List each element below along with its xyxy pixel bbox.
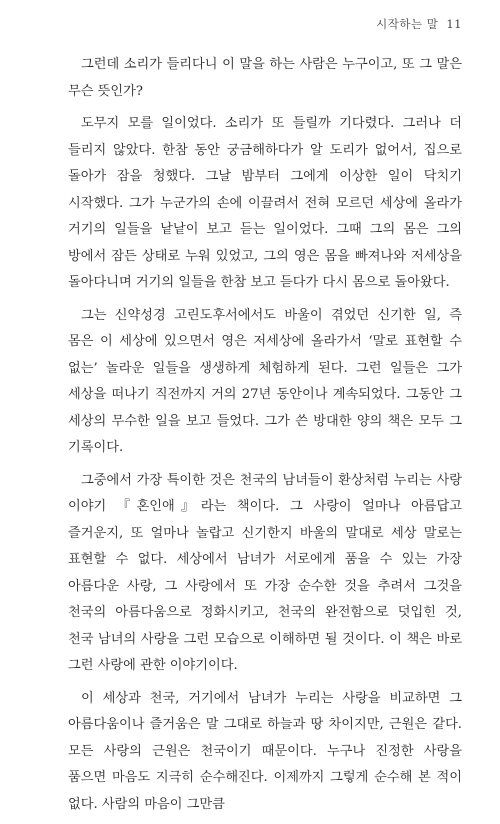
paragraph: 이 세상과 천국, 거기에서 남녀가 누리는 사랑을 비교하면 그 아름다움이나 즐거움은 말 그대로 하늘과 땅 차이지만, 근원은 같다. 모든 사랑의 근원은 천국이기 때문이다. 누구나 진정한 사랑을 품으면 마음도 지극히 순수해진다. 이제까지 그렇게 순수해 본 적이 없다. 사람의 마음이 그만큼 bbox=[68, 690, 462, 812]
body-text bbox=[68, 52, 462, 824]
page-number: 11 bbox=[446, 17, 462, 31]
section-title: 시작하는 말 bbox=[376, 17, 439, 31]
paragraph: 도무지 모를 일이었다. 소리가 또 들릴까 기다렸다. 그러나 더 들리지 않았다. 한참 동안 궁금해하다가 알 도리가 없어서, 집으로 돌아가 잠을 청했다. 그날 밤부터 그에게 이상한 일이 닥치기 시작했다. 그가 누군가의 손에 이끌려서 전혀 모르던 세상에 올라가 거기의 일들을 낱낱이 보고 듣는 일이었다. 그때 그의 몸은 그의 방에서 잠든 상태로 누워 있었고, 그의 영은 몸을 빠져나와 저세상을 돌아다니며 거기의 일들을 한참 보고 듣다가 다시 몸으로 돌아왔다. bbox=[68, 116, 462, 290]
paragraph: 그런데 소리가 들리다니 이 말을 하는 사람은 누구이고, 또 그 말은 무슨 뜻인가? bbox=[68, 57, 462, 99]
paragraph: 그중에서 가장 특이한 것은 천국의 남녀들이 환상처럼 누리는 사랑 이야기 『혼인애』라는 책이다. 그 사랑이 얼마나 아름답고 즐거운지, 또 얼마나 놀랍고 신기한지 바울의 말대로 세상 말로는 표현할 수 없다. 세상에서 남녀가 서로에게 품을 수 있는 가장 아름다운 사랑, 그 사랑에서 또 가장 순수한 것을 추려서 그것을 천국의 아름다움으로 정화시키고, 천국의 완전함으로 덧입힌 것, 천국 남녀의 사랑을 그런 모습으로 이해하면 될 것이다. 이 책은 바로 그런 사랑에 관한 이야기이다. bbox=[68, 472, 462, 673]
paragraph: 그는 신약성경 고린도후서에서도 바울이 겪었던 신기한 일, 즉 몸은 이 세상에 있으면서 영은 저세상에 올라가서 ‘말로 표현할 수 없는’ 놀라운 일들을 생생하게 체험하게 된다. 그런 일들은 그가 세상을 떠나기 직전까지 거의 27년 동안이나 계속되었다. 그동안 그 세상의 무수한 일을 보고 들었다. 그가 쓴 방대한 양의 책은 모두 그 기록이다. bbox=[68, 307, 462, 455]
running-header bbox=[376, 16, 462, 32]
